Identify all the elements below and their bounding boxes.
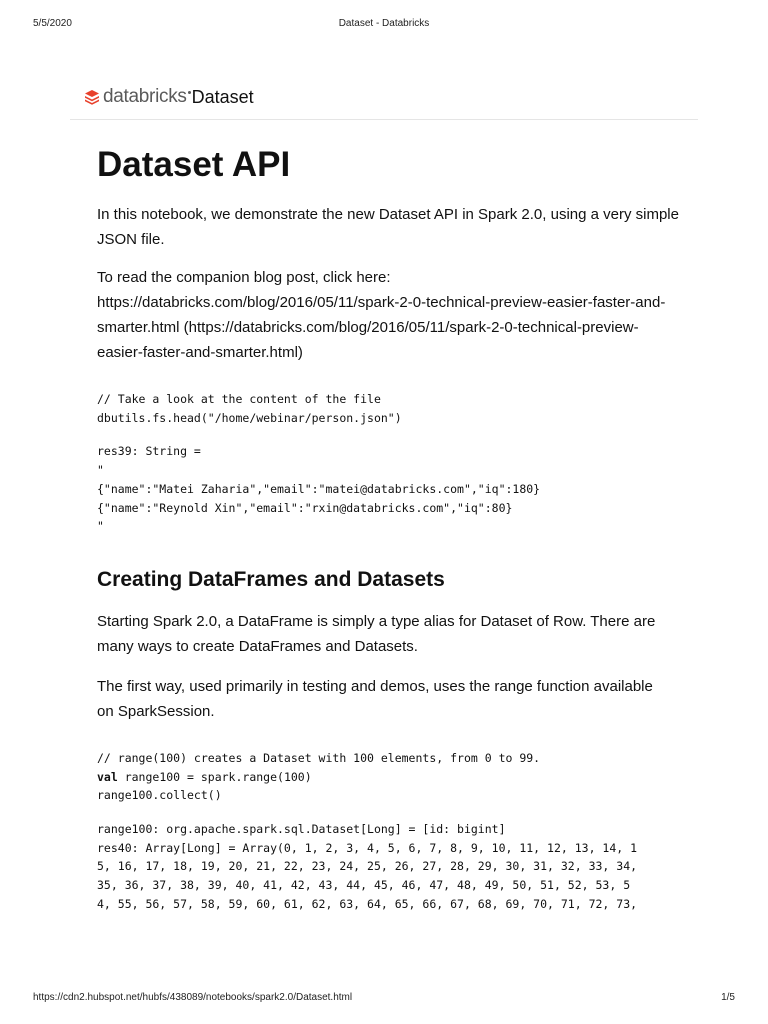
databricks-logo-text: databricks [103,86,187,107]
output-line: 5, 16, 17, 18, 19, 20, 21, 22, 23, 24, 25, 26, 27, 28, 29, 30, 31, 32, 33, 34, [97,859,638,874]
output-line: " [97,519,104,534]
section-heading: Creating DataFrames and Datasets [97,567,445,591]
print-title: Dataset - Databricks [338,18,430,29]
paragraph-line: Starting Spark 2.0, a DataFrame is simply a type alias for Dataset of Row. There are [97,612,656,630]
blog-link-line[interactable]: https://databricks.com/blog/2016/05/11/spark-2-0-technical-preview-easier-faster-and- [97,294,666,311]
paragraph-line: on SparkSession. [97,702,215,720]
code-line: dbutils.fs.head("/home/webinar/person.json") [97,410,402,425]
output-line: " [97,463,104,478]
output-cell-2 [97,820,687,914]
logo-dot [188,91,191,94]
intro-paragraph: In this notebook, we demonstrate the new Dataset API in Spark 2.0, using a very simple JSON file. [97,206,679,248]
output-line: res39: String = [97,444,201,459]
section-paragraph-2 [97,674,687,724]
blog-paragraph [97,265,687,365]
output-cell-1 [97,442,687,536]
code-line: // range(100) creates a Dataset with 100 elements, from 0 to 99. [97,750,541,765]
blog-link-line[interactable]: smarter.html (https://databricks.com/blog/2016/05/11/spark-2-0-technical-preview- [97,319,639,336]
databricks-logo-icon [84,89,100,105]
print-header [0,18,768,32]
keyword: val [97,769,118,784]
page-number: 1/5 [721,992,735,1003]
page-heading: Dataset API [97,145,291,184]
code-text: range100 = spark.range(100) [117,769,312,784]
header-divider [70,119,698,120]
output-line: 35, 36, 37, 38, 39, 40, 41, 42, 43, 44, 45, 46, 47, 48, 49, 50, 51, 52, 53, 5 [97,878,631,893]
output-line: {"name":"Matei Zaharia","email":"matei@databricks.com","iq":180} [97,481,541,496]
notebook-content [97,140,687,914]
code-cell-2[interactable] [97,749,687,805]
blog-line: To read the companion blog post, click here: [97,269,391,286]
output-line: {"name":"Reynold Xin","email":"rxin@databricks.com","iq":80} [97,500,513,515]
notebook-title: Dataset [191,86,254,107]
section-paragraph-1 [97,609,687,659]
code-cell-1[interactable] [97,390,687,427]
print-date: 5/5/2020 [33,18,72,29]
notebook-header [84,84,254,110]
code-line: // Take a look at the content of the file [97,392,381,406]
paragraph-line: The first way, used primarily in testing and demos, uses the range function available [97,677,653,695]
output-line: range100: org.apache.spark.sql.Dataset[Long] = [id: bigint] [97,822,506,837]
blog-link-line[interactable]: easier-faster-and-smarter.html) [97,344,303,361]
code-line [97,768,687,787]
paragraph-line: many ways to create DataFrames and Datasets. [97,637,418,655]
output-line: res40: Array[Long] = Array(0, 1, 2, 3, 4, 5, 6, 7, 8, 9, 10, 11, 12, 13, 14, 1 [97,840,638,855]
output-line: 4, 55, 56, 57, 58, 59, 60, 61, 62, 63, 64, 65, 66, 67, 68, 69, 70, 71, 72, 73, [97,896,638,911]
code-line: range100.collect() [97,788,222,803]
print-url: https://cdn2.hubspot.net/hubfs/438089/notebooks/spark2.0/Dataset.html [33,992,353,1003]
